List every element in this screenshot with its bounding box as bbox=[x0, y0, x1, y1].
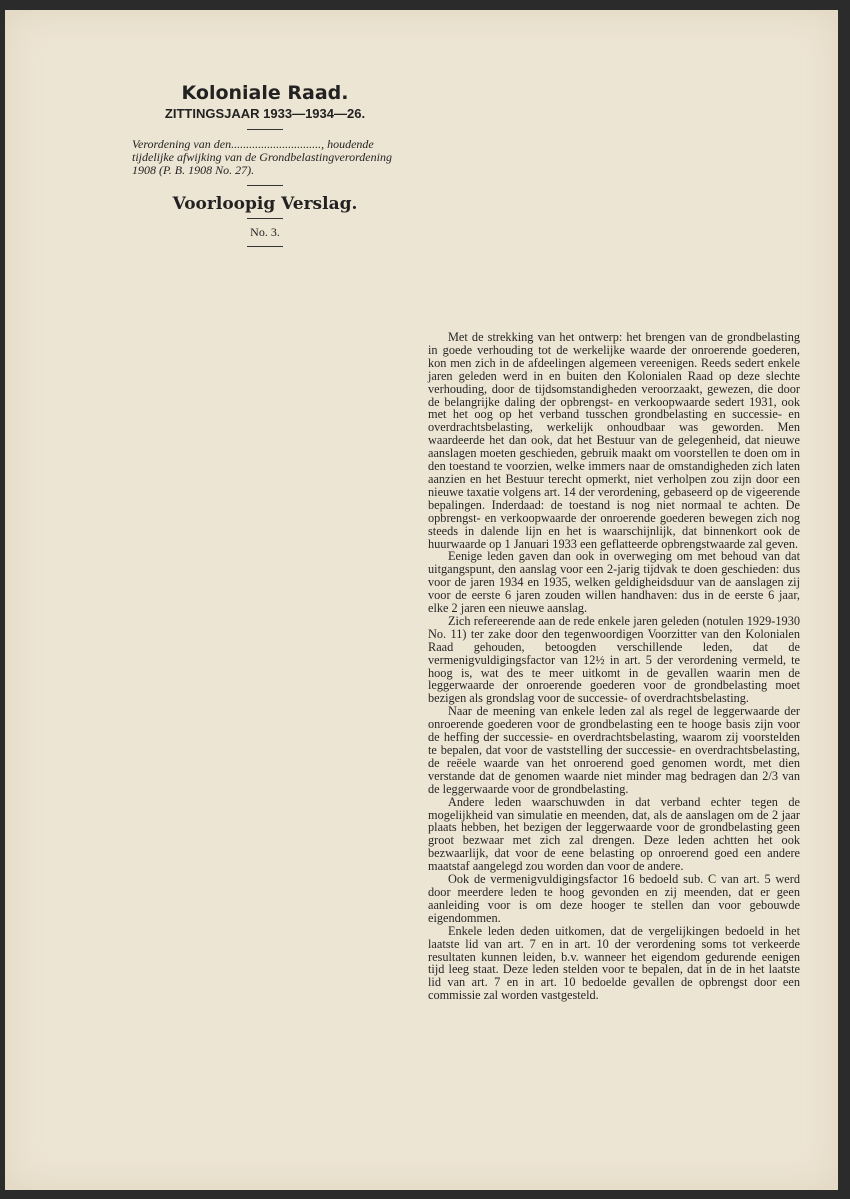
council-title: Koloniale Raad. bbox=[181, 82, 349, 104]
report-body bbox=[428, 331, 800, 1002]
report-title: Voorloopig Verslag. bbox=[172, 194, 358, 214]
paragraph: Zich refereerende aan de rede enkele jaren geleden (notulen 1929-1930 No. 11) ter zake door den tegenwoordigen Voorzitter van den Kolonialen Raad gehouden, betoogden verschillende leden, dat de vermenigvuldigingsfactor van 12½ in art. 5 der verordening vermeld, te hoog is, wat des te meer uitkomt in de gevallen waarin men de leggerwaarde der onroerende goederen voor de grondbelasting moet bezigen als grondslag voor de successie- of overdrachtsbelasting. bbox=[428, 613, 800, 706]
paragraph: Enkele leden deden uitkomen, dat de vergelijkingen bedoeld in het laatste lid van art. 7 en in art. 10 der verordening soms tot verkeerde resultaten kunnen leiden, b.v. wanneer het eigendom gedurende eenigen tijd leeg staat. Deze leden stelden voor te bepalen, dat in de in het laatste lid van art. 7 en in art. 10 bedoelde gevallen de opbrengst door een commissie zal worden vastgesteld. bbox=[428, 923, 800, 1003]
document-page bbox=[5, 10, 838, 1190]
paragraph: Naar de meening van enkele leden zal als regel de leggerwaarde der onroerende goederen voor de grondbelasting een te hooge basis zijn voor de heffing der successie- en overdrachtsbelasting, waarom zij voorstelden te bepalen, dat voor de vaststelling der successie- en overdrachtsbelasting, de reëele waarde van het onroerend goed genomen wordt, met dien verstande dat de genomen waarde niet minder mag bedragen dan 2/3 van de leggerwaarde voor de grondbelasting. bbox=[428, 704, 800, 796]
paragraph: Andere leden waarschuwden in dat verband echter tegen de mogelijkheid van simulatie en meenden, dat, als de aanslagen om de 2 jaar plaats hebben, het bezigen der leggerwaarde voor de grondbelasting geen groot bezwaar met zich zal drengen. Deze leden achtten het ook bezwaarlijk, dat voor de eene belasting op onroerend goed een andere maatstaf aangelegd zou worden dan voor de andere. bbox=[428, 794, 800, 874]
divider bbox=[247, 185, 283, 186]
paragraph: Met de strekking van het ontwerp: het brengen van de grondbelasting in goede verhouding tot de werkelijke waarde der onroerende goederen, kon men zich in de afdeelingen algemeen vereenigen. Reeds sedert enkele jaren geleden werd in en buiten den Kolonialen Raad op deze slechte verhouding, door de tijdsomstandigheden veroorzaakt, gewezen, die door de belangrijke daling der opbrengst- en verkoopwaarde sedert 1931, ook met het oog op het verband tusschen grondbelasting en successie- en overdrachtsbelasting, werkelijk onhoudbaar was geworden. Men waardeerde het dan ook, dat het Bestuur van de gelegenheid, dat nieuwe aanslagen moeten geschieden, gebruik maakt om voorstellen te doen om in den toestand te voorzien, welke immers naar de omstandigheden zich laten aanzien en het Bestuur terecht opmerkt, niet verholpen zou zijn door een nieuwe taxatie volgens art. 14 der verordening, gebaseerd op de vigeerende bepalingen. Inderdaad: de toestand is nog niet normaal te achten. De opbrengst- en verkoopwaarde der onroerende goederen bewegen zich nog steeds in dalende lijn en het is waarschijnlijk, dat binnenkort ook de huurwaarde op 1 Januari 1933 een geflatteerde opbrengstwaarde zal geven. bbox=[428, 330, 800, 551]
document-header bbox=[125, 82, 405, 253]
divider bbox=[247, 246, 283, 247]
divider bbox=[247, 218, 283, 219]
paragraph: Ook de vermenigvuldigingsfactor 16 bedoeld sub. C van art. 5 werd door meerdere leden te hoog gevonden en zij meenden, dat er geen aanleiding voor is om deze hooger te stellen dan voor gebouwde eigendommen. bbox=[428, 872, 800, 925]
paragraph: Eenige leden gaven dan ook in overweging om met behoud van dat uitgangspunt, den aanslag voor een 2-jarig tijdvak te doen geschieden: dus voor de jaren 1934 en 1935, welken geldigheidsduur van de aanslagen zij voor de eerste 6 jaren zouden willen handhaven: dus in de eerste 6 jaar, elke 2 jaren een nieuwe aanslag. bbox=[428, 549, 800, 616]
divider bbox=[247, 129, 283, 130]
document-number: No. 3. bbox=[250, 225, 280, 239]
ordinance-subject: Verordening van den.............................., houdende tijdelijke afwijking van de Grondbelastingverordening 1908 (P. B. 1908 No. 27). bbox=[132, 137, 392, 177]
session-line: ZITTINGSJAAR 1933—1934—26. bbox=[164, 106, 366, 121]
